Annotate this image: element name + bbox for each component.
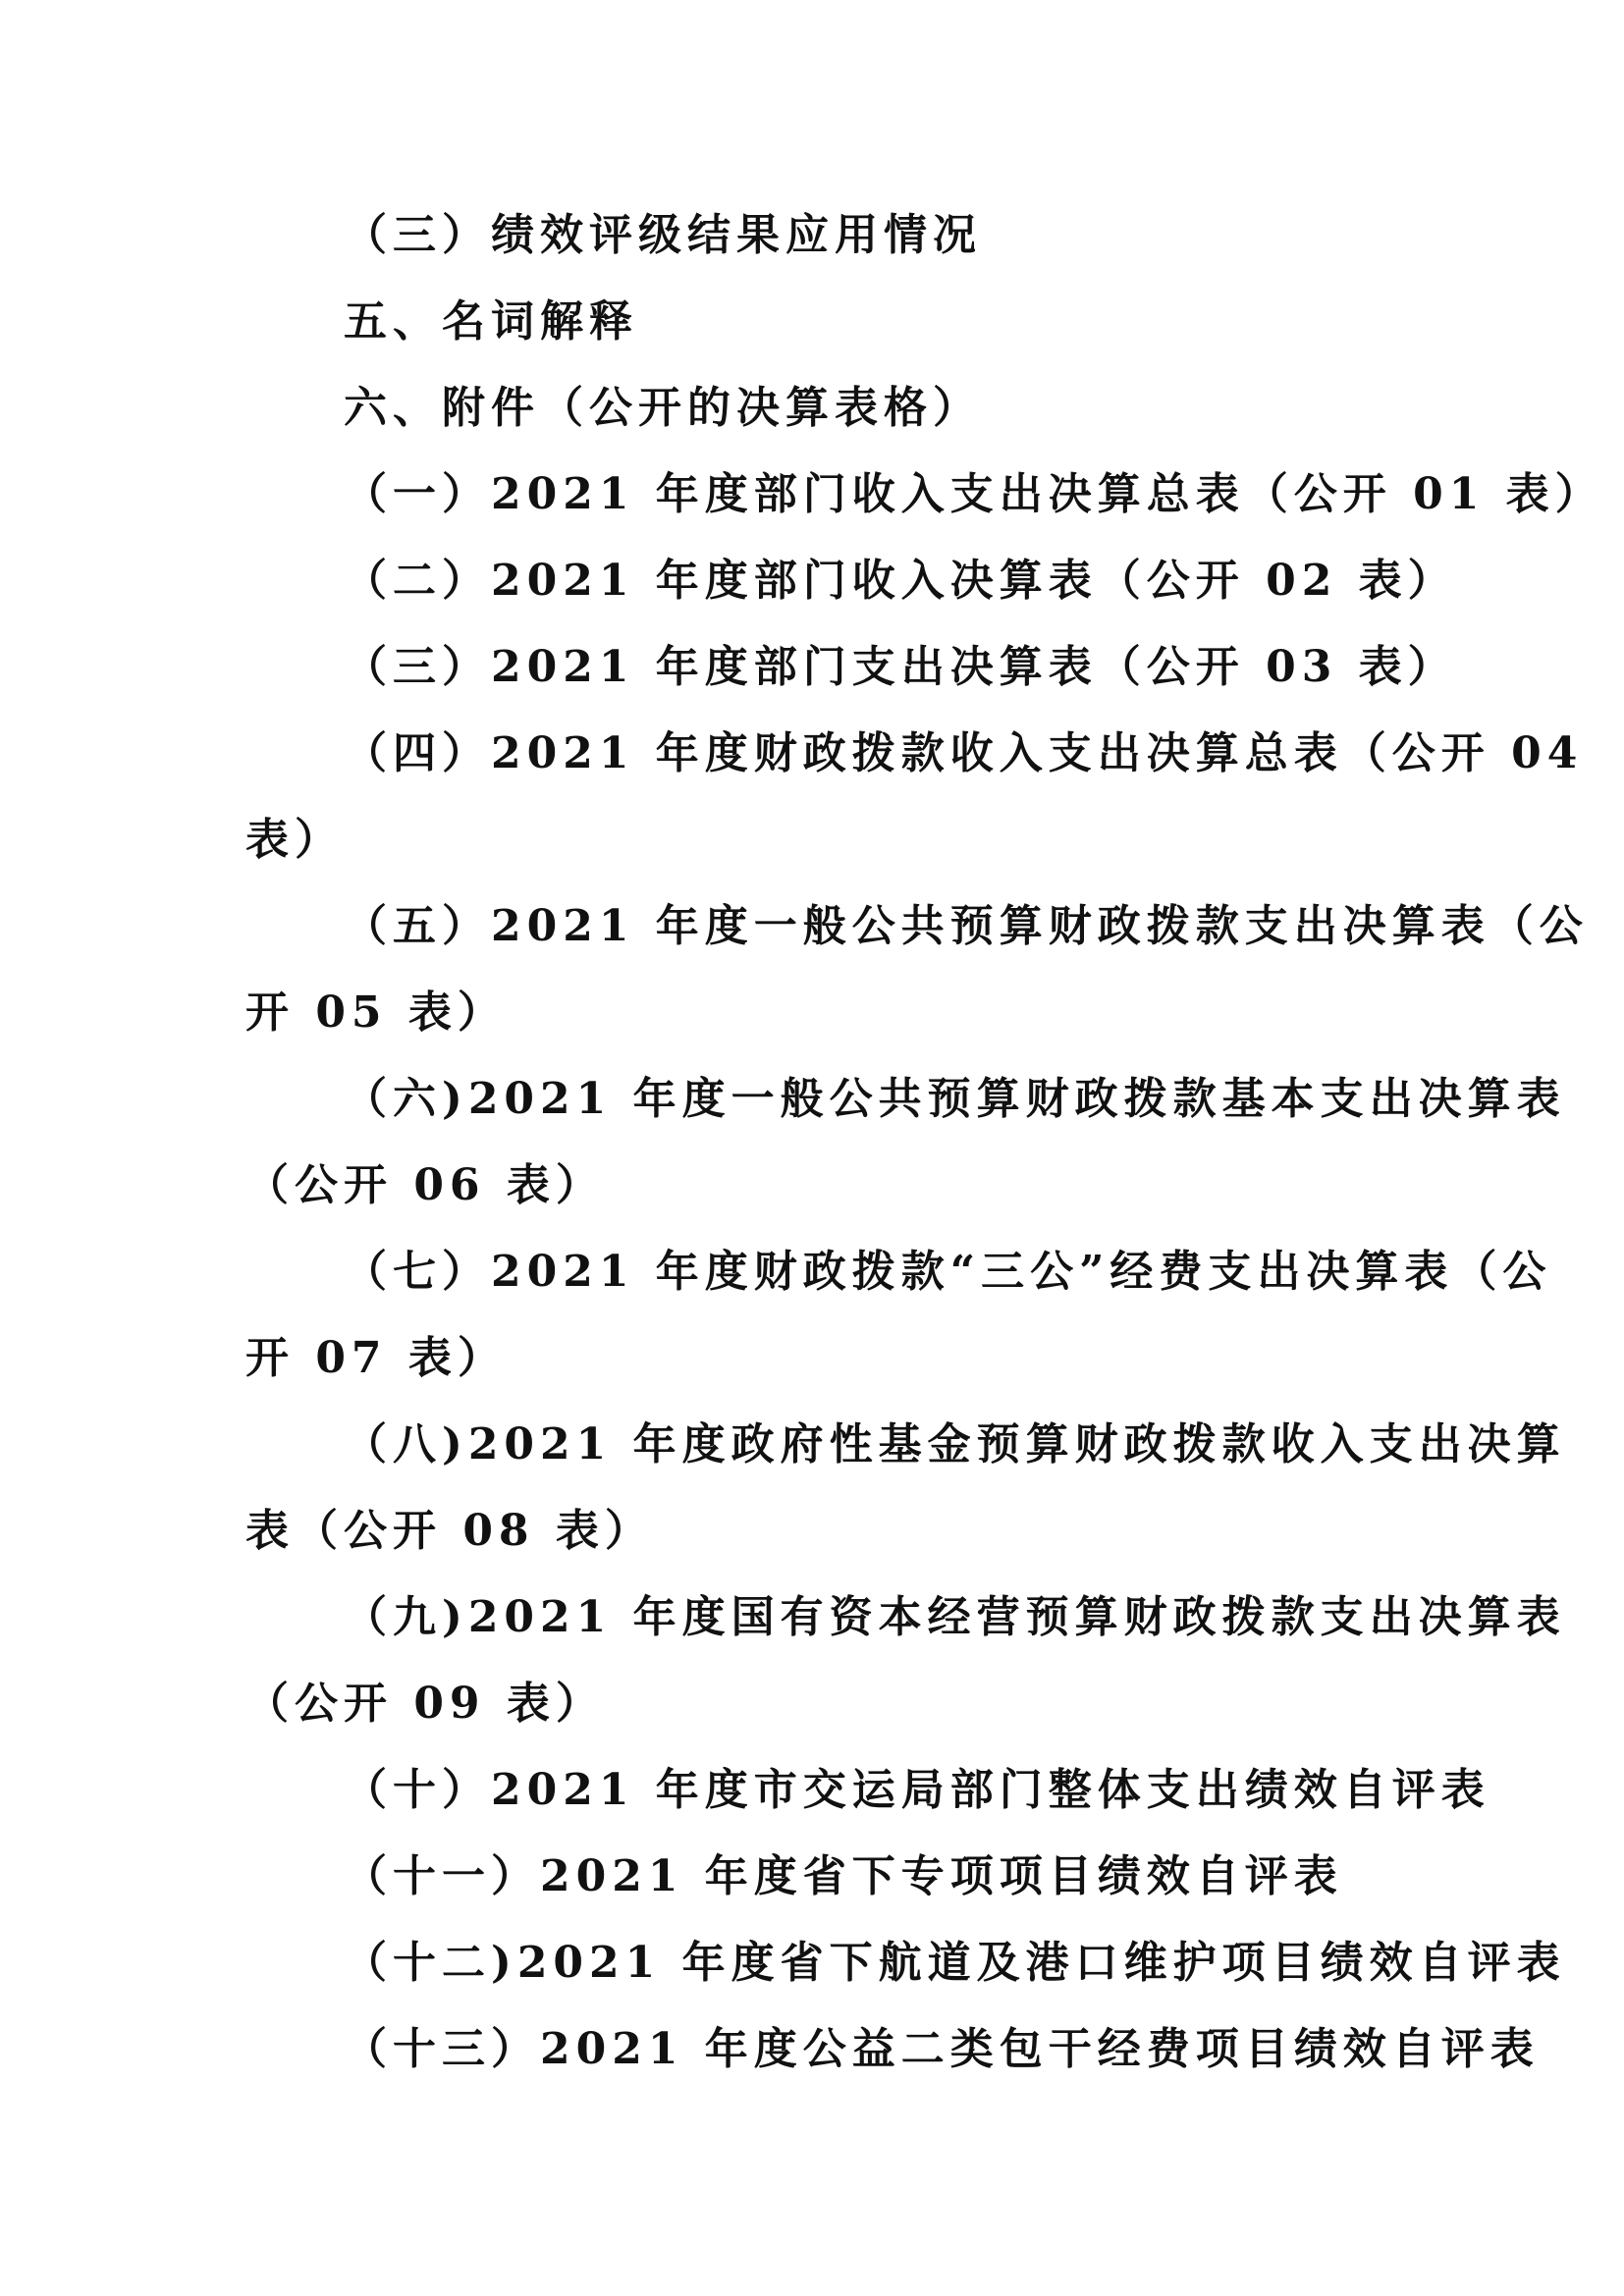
text-line: 开 07 表） [245, 1333, 507, 1383]
text-line: （七）2021 年度财政拨款“三公”经费支出决算表（公 [344, 1247, 1552, 1297]
text-line: （一）2021 年度部门收入支出决算总表（公开 01 表） [344, 469, 1604, 519]
text-line: （二）2021 年度部门收入决算表（公开 02 表） [344, 556, 1457, 606]
text-line: 开 05 表） [245, 988, 507, 1038]
text-line: 五、名词解释 [344, 296, 638, 347]
text-line: 表（公开 08 表） [245, 1506, 654, 1556]
text-line: （九)2021 年度国有资本经营预算财政拨款支出决算表 [344, 1592, 1566, 1642]
text-line: （四）2021 年度财政拨款收入支出决算总表（公开 04 [344, 728, 1584, 778]
text-line: （十二)2021 年度省下航道及港口维护项目绩效自评表 [344, 1938, 1566, 1988]
text-line: （五）2021 年度一般公共预算财政拨款支出决算表（公 [344, 901, 1589, 951]
text-line: （十）2021 年度市交运局部门整体支出绩效自评表 [344, 1765, 1490, 1815]
text-line: （公开 09 表） [245, 1679, 605, 1729]
text-line: （三）2021 年度部门支出决算表（公开 03 表） [344, 642, 1457, 692]
text-line: （六)2021 年度一般公共预算财政拨款基本支出决算表 [344, 1074, 1566, 1124]
text-line: （三）绩效评级结果应用情况 [344, 210, 982, 260]
text-line: （十一）2021 年度省下专项项目绩效自评表 [344, 1851, 1343, 1901]
text-line: （八)2021 年度政府性基金预算财政拨款收入支出决算 [344, 1419, 1566, 1469]
text-line: （公开 06 表） [245, 1160, 605, 1210]
text-line: 表） [245, 815, 344, 865]
text-line: （十三）2021 年度公益二类包干经费项目绩效自评表 [344, 2024, 1540, 2074]
text-line: 六、附件（公开的决算表格） [344, 383, 982, 433]
